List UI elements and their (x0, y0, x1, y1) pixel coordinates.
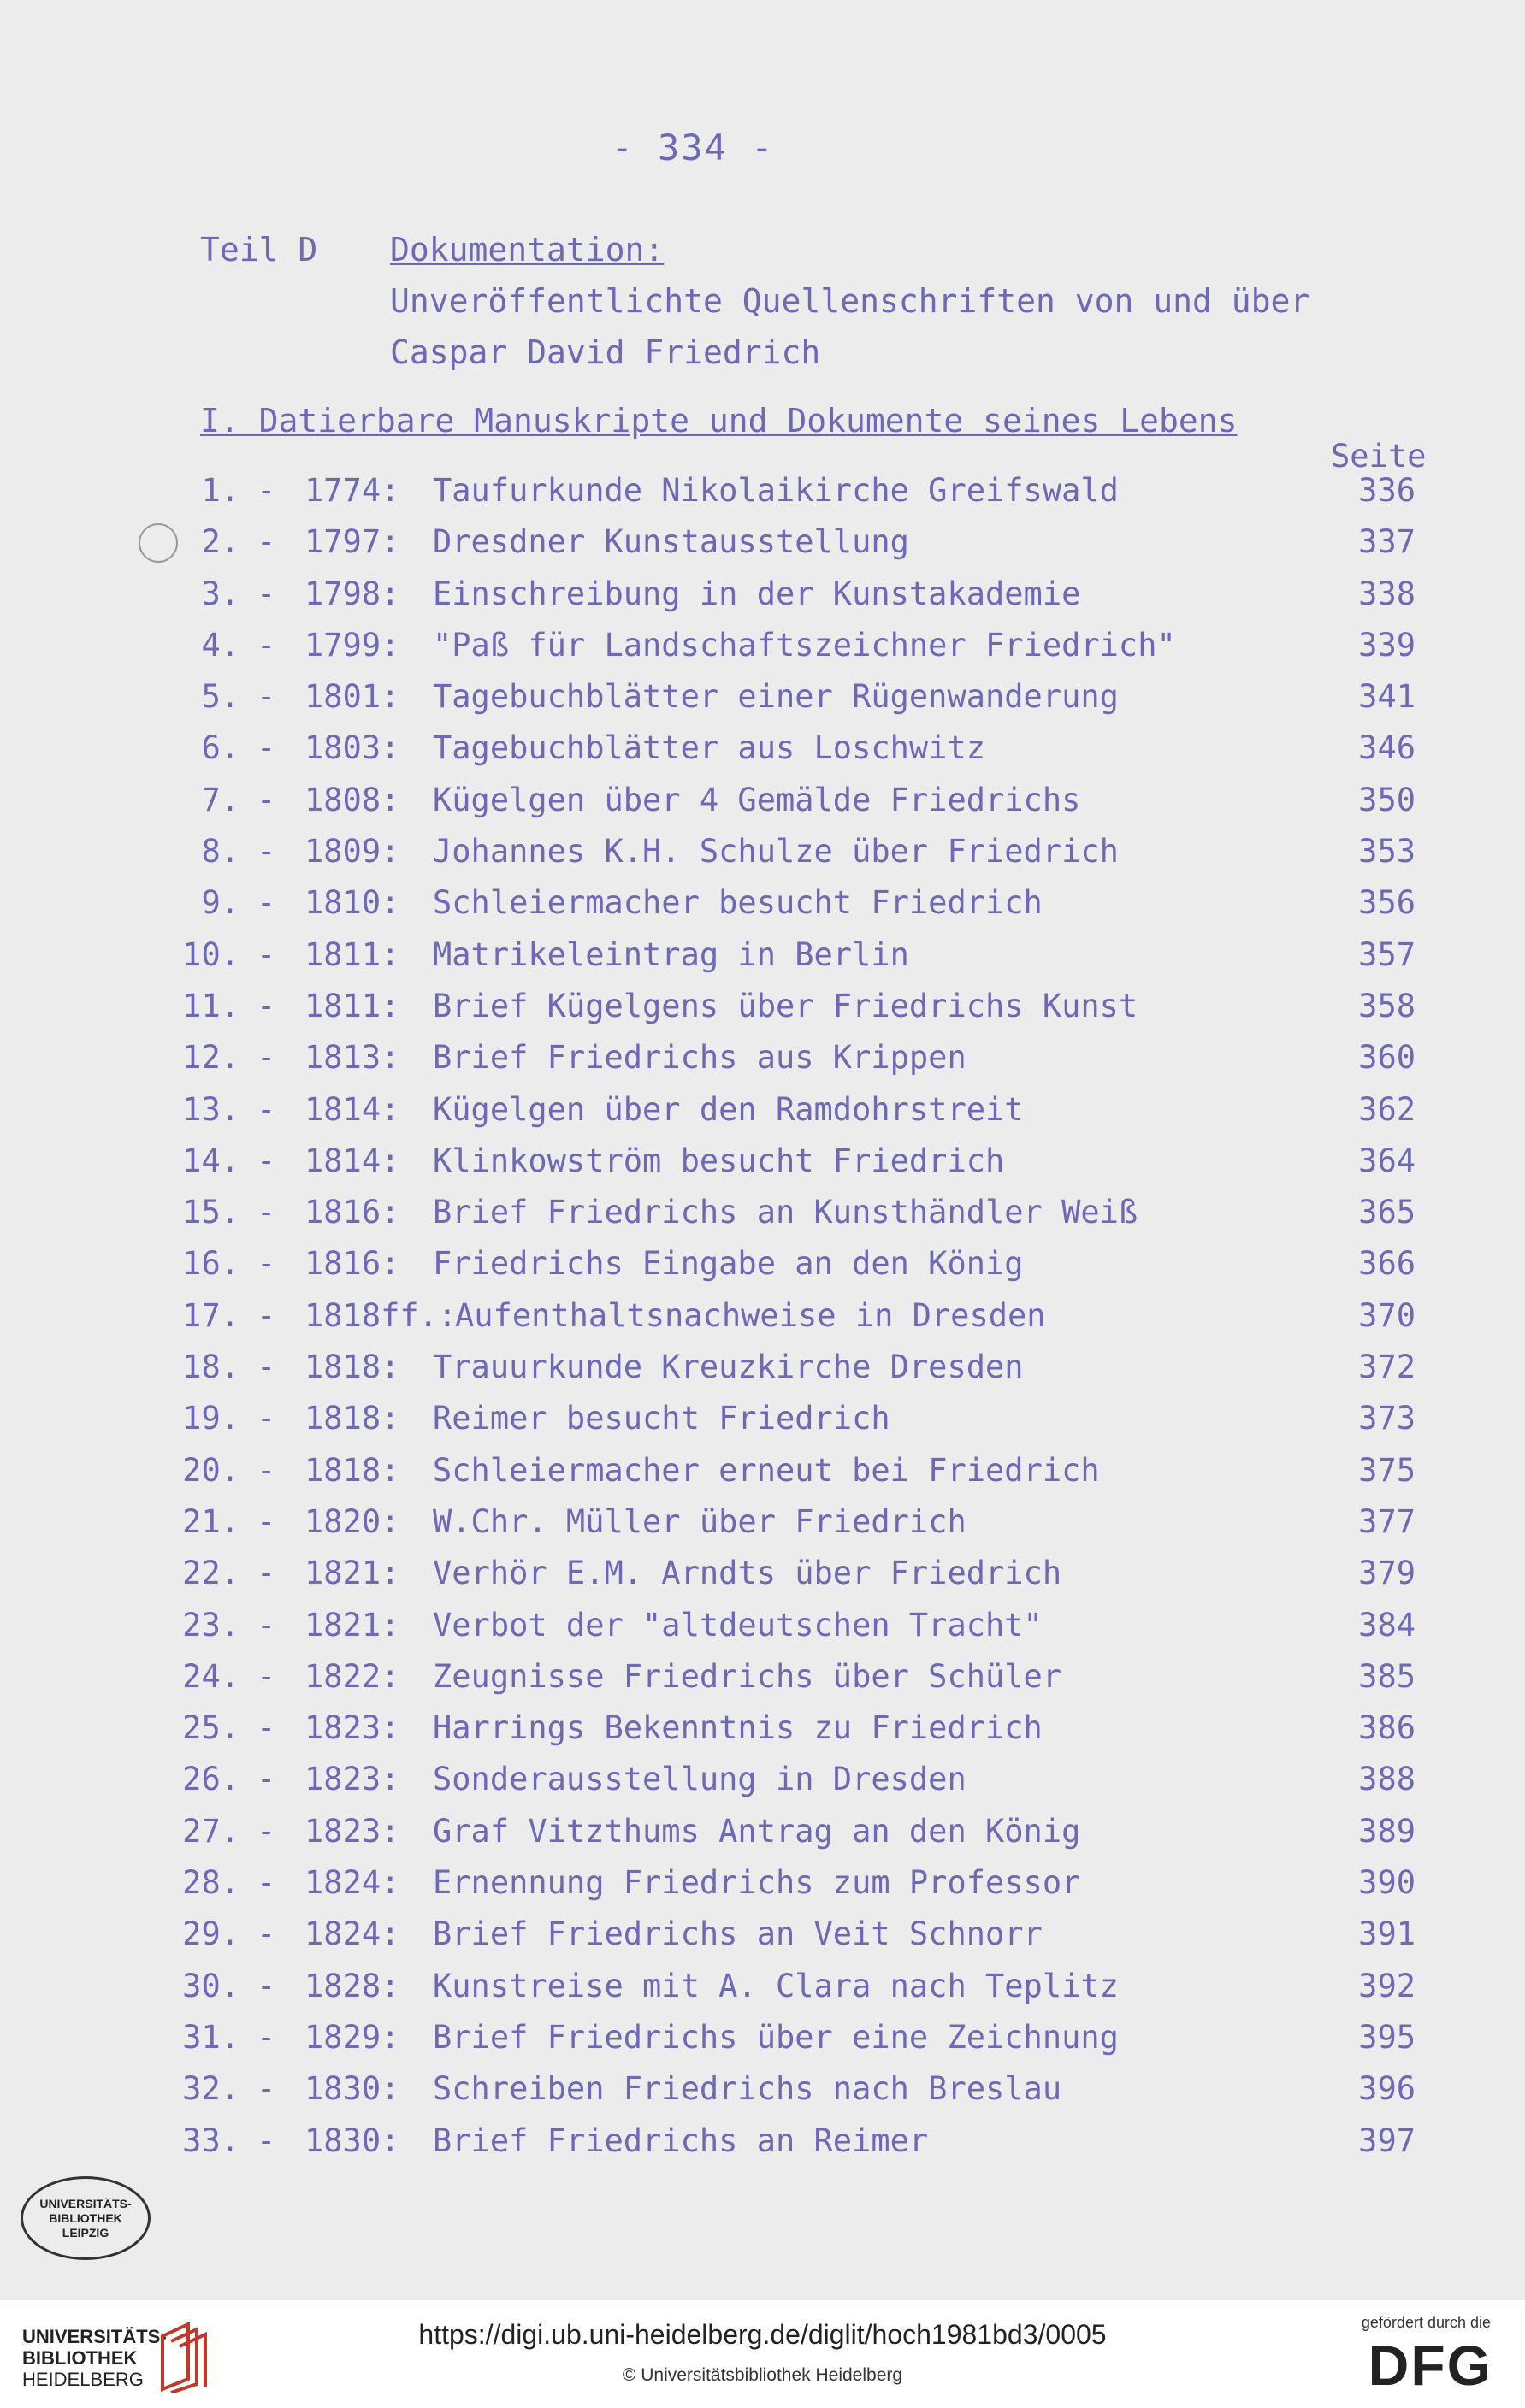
entry-number: 33. (182, 2122, 239, 2159)
entry-number: 31. (182, 2018, 239, 2056)
entry-page: 356 (1358, 884, 1416, 922)
entry-page: 385 (1358, 1657, 1416, 1695)
entry-page: 346 (1358, 729, 1416, 767)
entry-title: Tagebuchblätter aus Loschwitz (433, 729, 986, 767)
list-item (0, 1245, 1525, 1296)
entry-title: Verhör E.M. Arndts über Friedrich (433, 1555, 1062, 1592)
list-item (0, 627, 1525, 678)
list-item (0, 1658, 1525, 1709)
list-item (0, 472, 1525, 523)
entry-number: 19. (182, 1400, 239, 1437)
entry-page: 360 (1358, 1039, 1416, 1077)
entry-dash: - (257, 884, 276, 922)
list-item (0, 782, 1525, 833)
entry-title: Zeugnisse Friedrichs über Schüler (433, 1657, 1062, 1695)
entry-title: Friedrichs Eingabe an den König (433, 1245, 1024, 1283)
entry-page: 336 (1358, 472, 1416, 509)
entry-number: 27. (182, 1812, 239, 1850)
entry-number: 6. (201, 729, 239, 767)
entry-dash: - (257, 1502, 276, 1540)
entry-title: Brief Friedrichs an Veit Schnorr (433, 1915, 1043, 1953)
entry-year: 1829: (304, 2018, 400, 2056)
entry-year: 1830: (304, 2122, 400, 2159)
entry-year: 1828: (304, 1967, 400, 2004)
entry-number: 13. (182, 1090, 239, 1128)
list-item (0, 1400, 1525, 1451)
entry-number: 12. (182, 1039, 239, 1077)
stamp-line: UNIVERSITÄTS- (39, 2196, 132, 2210)
entry-page: 350 (1358, 781, 1416, 818)
entry-page: 388 (1358, 1761, 1416, 1798)
entry-page: 373 (1358, 1400, 1416, 1437)
entry-number: 4. (201, 626, 239, 664)
entry-title: Johannes K.H. Schulze über Friedrich (433, 833, 1119, 871)
entry-page: 384 (1358, 1606, 1416, 1644)
entry-dash: - (257, 678, 276, 716)
entry-year: 1774: (304, 472, 400, 509)
entry-dash: - (257, 1657, 276, 1695)
entry-title: Schleiermacher erneut bei Friedrich (433, 1451, 1100, 1489)
entry-dash: - (257, 626, 276, 664)
page-column-header: Seite (1331, 438, 1427, 475)
entry-page: 391 (1358, 1915, 1416, 1953)
entry-year: 1813: (304, 1039, 400, 1077)
entry-dash: - (257, 1864, 276, 1902)
entry-title: Einschreibung in der Kunstakademie (433, 575, 1081, 612)
entry-number: 3. (201, 575, 239, 612)
entry-year: 1814: (304, 1142, 400, 1179)
list-item (0, 1915, 1525, 1967)
entry-number: 26. (182, 1761, 239, 1798)
list-item (0, 833, 1525, 884)
entry-title: Kügelgen über den Ramdohrstreit (433, 1090, 1024, 1128)
entry-number: 14. (182, 1142, 239, 1179)
entry-title: Sonderausstellung in Dresden (433, 1761, 966, 1798)
entry-list (0, 472, 1525, 2174)
entry-page: 341 (1358, 678, 1416, 716)
list-item (0, 729, 1525, 781)
entry-title: Brief Friedrichs über eine Zeichnung (433, 2018, 1119, 2056)
entry-page: 386 (1358, 1709, 1416, 1747)
entry-dash: - (257, 729, 276, 767)
entry-number: 32. (182, 2070, 239, 2108)
entry-number: 10. (182, 935, 239, 973)
entry-dash: - (257, 935, 276, 973)
entry-year: 1823: (304, 1812, 400, 1850)
entry-page: 366 (1358, 1245, 1416, 1283)
list-item (0, 1297, 1525, 1349)
entry-page: 338 (1358, 575, 1416, 612)
entry-page: 337 (1358, 523, 1416, 561)
part-label: Teil D (200, 231, 318, 269)
entry-dash: - (257, 1296, 276, 1334)
list-item (0, 1039, 1525, 1090)
entry-title: Klinkowström besucht Friedrich (433, 1142, 1005, 1179)
dfg-logo[interactable]: DFG (1368, 2334, 1492, 2397)
entry-page: 365 (1358, 1194, 1416, 1231)
entry-title: Aufenthaltsnachweise in Dresden (455, 1296, 1046, 1334)
entry-title: Dresdner Kunstausstellung (433, 523, 909, 561)
entry-dash: - (257, 1194, 276, 1231)
entry-number: 18. (182, 1349, 239, 1386)
entry-title: Brief Kügelgens über Friedrichs Kunst (433, 987, 1138, 1024)
entry-page: 375 (1358, 1451, 1416, 1489)
entry-page: 358 (1358, 987, 1416, 1024)
entry-year: 1821: (304, 1606, 400, 1644)
entry-year: 1811: (304, 935, 400, 973)
list-item (0, 2122, 1525, 2174)
entry-number: 30. (182, 1967, 239, 2004)
entry-dash: - (257, 1451, 276, 1489)
copyright-text: © Universitätsbibliothek Heidelberg (622, 2365, 903, 2385)
entry-year: 1801: (304, 678, 400, 716)
entry-dash: - (257, 1555, 276, 1592)
entry-page: 357 (1358, 935, 1416, 973)
entry-dash: - (257, 1812, 276, 1850)
entry-number: 2. (201, 523, 239, 561)
entry-page: 372 (1358, 1349, 1416, 1386)
list-item (0, 1091, 1525, 1142)
entry-dash: - (257, 987, 276, 1024)
entry-number: 15. (182, 1194, 239, 1231)
list-item (0, 2019, 1525, 2070)
heading-line-3: Caspar David Friedrich (390, 333, 821, 371)
entry-year: 1818: (304, 1349, 400, 1386)
entry-page: 389 (1358, 1812, 1416, 1850)
entry-number: 8. (201, 833, 239, 871)
entry-year: 1818ff.: (304, 1296, 458, 1334)
entry-page: 396 (1358, 2070, 1416, 2108)
entry-title: Kunstreise mit A. Clara nach Teplitz (433, 1967, 1119, 2004)
entry-dash: - (257, 1709, 276, 1747)
entry-number: 7. (201, 781, 239, 818)
entry-dash: - (257, 1142, 276, 1179)
list-item (0, 2070, 1525, 2122)
entry-year: 1823: (304, 1709, 400, 1747)
entry-page: 370 (1358, 1296, 1416, 1334)
entry-year: 1810: (304, 884, 400, 922)
entry-page: 390 (1358, 1864, 1416, 1902)
list-item (0, 884, 1525, 935)
entry-year: 1823: (304, 1761, 400, 1798)
entry-year: 1803: (304, 729, 400, 767)
entry-page: 395 (1358, 2018, 1416, 2056)
entry-page: 353 (1358, 833, 1416, 871)
entry-page: 379 (1358, 1555, 1416, 1592)
entry-year: 1820: (304, 1502, 400, 1540)
entry-title: Tagebuchblätter einer Rügenwanderung (433, 678, 1119, 716)
heading-line-2: Unveröffentlichte Quellenschriften von und über (390, 282, 1310, 320)
heading-line-1: Dokumentation: (390, 231, 665, 269)
entry-title: W.Chr. Müller über Friedrich (433, 1502, 966, 1540)
entry-title: Graf Vitzthums Antrag an den König (433, 1812, 1081, 1850)
list-item (0, 1142, 1525, 1194)
entry-year: 1809: (304, 833, 400, 871)
entry-dash: - (257, 1400, 276, 1437)
entry-number: 9. (201, 884, 239, 922)
list-item (0, 1864, 1525, 1915)
entry-year: 1818: (304, 1451, 400, 1489)
list-item (0, 936, 1525, 988)
entry-number: 21. (182, 1502, 239, 1540)
list-item (0, 1968, 1525, 2019)
entry-page: 392 (1358, 1967, 1416, 2004)
list-item (0, 575, 1525, 627)
entry-number: 22. (182, 1555, 239, 1592)
logo-line: HEIDELBERG (22, 2369, 144, 2390)
entry-dash: - (257, 523, 276, 561)
entry-title: Kügelgen über 4 Gemälde Friedrichs (433, 781, 1081, 818)
entry-year: 1824: (304, 1864, 400, 1902)
entry-number: 16. (182, 1245, 239, 1283)
footer-bar (0, 2300, 1525, 2408)
entry-year: 1797: (304, 523, 400, 561)
list-item (0, 678, 1525, 729)
entry-year: 1818: (304, 1400, 400, 1437)
permalink-url[interactable]: https://digi.ub.uni-heidelberg.de/diglit/hoch1981bd3/0005 (418, 2319, 1107, 2350)
entry-number: 25. (182, 1709, 239, 1747)
logo-line: UNIVERSITÄTS- (22, 2326, 167, 2347)
funding-label: gefördert durch die (1361, 2314, 1491, 2331)
list-item (0, 1555, 1525, 1606)
entry-dash: - (257, 781, 276, 818)
entry-title: Ernennung Friedrichs zum Professor (433, 1864, 1081, 1902)
entry-title: Reimer besucht Friedrich (433, 1400, 890, 1437)
list-item (0, 1813, 1525, 1864)
library-stamp (21, 2176, 151, 2260)
entry-number: 20. (182, 1451, 239, 1489)
entry-number: 29. (182, 1915, 239, 1953)
entry-year: 1816: (304, 1245, 400, 1283)
entry-page: 397 (1358, 2122, 1416, 2159)
entry-number: 24. (182, 1657, 239, 1695)
entry-year: 1799: (304, 626, 400, 664)
entry-dash: - (257, 1039, 276, 1077)
entry-title: Brief Friedrichs an Kunsthändler Weiß (433, 1194, 1138, 1231)
entry-year: 1830: (304, 2070, 400, 2108)
entry-title: Taufurkunde Nikolaikirche Greifswald (433, 472, 1119, 509)
list-item (0, 523, 1525, 575)
list-item (0, 1503, 1525, 1555)
entry-dash: - (257, 1915, 276, 1953)
stamp-line: BIBLIOTHEK (49, 2210, 122, 2225)
entry-title: "Paß für Landschaftszeichner Friedrich" (433, 626, 1176, 664)
entry-number: 28. (182, 1864, 239, 1902)
entry-year: 1824: (304, 1915, 400, 1953)
section-title: I. Datierbare Manuskripte und Dokumente seines Lebens (200, 402, 1238, 440)
entry-title: Schreiben Friedrichs nach Breslau (433, 2070, 1062, 2108)
entry-title: Trauurkunde Kreuzkirche Dresden (433, 1349, 1024, 1386)
entry-dash: - (257, 575, 276, 612)
list-item (0, 988, 1525, 1039)
entry-dash: - (257, 1349, 276, 1386)
entry-page: 364 (1358, 1142, 1416, 1179)
entry-dash: - (257, 2018, 276, 2056)
logo-line: BIBLIOTHEK (22, 2347, 138, 2369)
entry-dash: - (257, 1245, 276, 1283)
entry-number: 5. (201, 678, 239, 716)
entry-dash: - (257, 2122, 276, 2159)
entry-dash: - (257, 472, 276, 509)
list-item (0, 1607, 1525, 1658)
list-item (0, 1709, 1525, 1761)
list-item (0, 1194, 1525, 1245)
entry-dash: - (257, 833, 276, 871)
entry-title: Verbot der "altdeutschen Tracht" (433, 1606, 1043, 1644)
entry-dash: - (257, 1761, 276, 1798)
entry-title: Matrikeleintrag in Berlin (433, 935, 909, 973)
entry-year: 1811: (304, 987, 400, 1024)
entry-year: 1808: (304, 781, 400, 818)
entry-dash: - (257, 1606, 276, 1644)
entry-year: 1816: (304, 1194, 400, 1231)
entry-page: 362 (1358, 1090, 1416, 1128)
entry-year: 1822: (304, 1657, 400, 1695)
entry-dash: - (257, 1967, 276, 2004)
entry-title: Harrings Bekenntnis zu Friedrich (433, 1709, 1043, 1747)
entry-year: 1821: (304, 1555, 400, 1592)
entry-number: 17. (182, 1296, 239, 1334)
entry-title: Brief Friedrichs aus Krippen (433, 1039, 966, 1077)
page-number: - 334 - (611, 127, 775, 168)
list-item (0, 1761, 1525, 1812)
stamp-line: LEIPZIG (62, 2225, 109, 2240)
entry-year: 1798: (304, 575, 400, 612)
entry-dash: - (257, 1090, 276, 1128)
entry-title: Schleiermacher besucht Friedrich (433, 884, 1043, 922)
list-item (0, 1452, 1525, 1503)
entry-number: 23. (182, 1606, 239, 1644)
entry-page: 339 (1358, 626, 1416, 664)
entry-title: Brief Friedrichs an Reimer (433, 2122, 929, 2159)
entry-number: 1. (201, 472, 239, 509)
entry-number: 11. (182, 987, 239, 1024)
entry-dash: - (257, 2070, 276, 2108)
entry-page: 377 (1358, 1502, 1416, 1540)
entry-year: 1814: (304, 1090, 400, 1128)
list-item (0, 1349, 1525, 1400)
